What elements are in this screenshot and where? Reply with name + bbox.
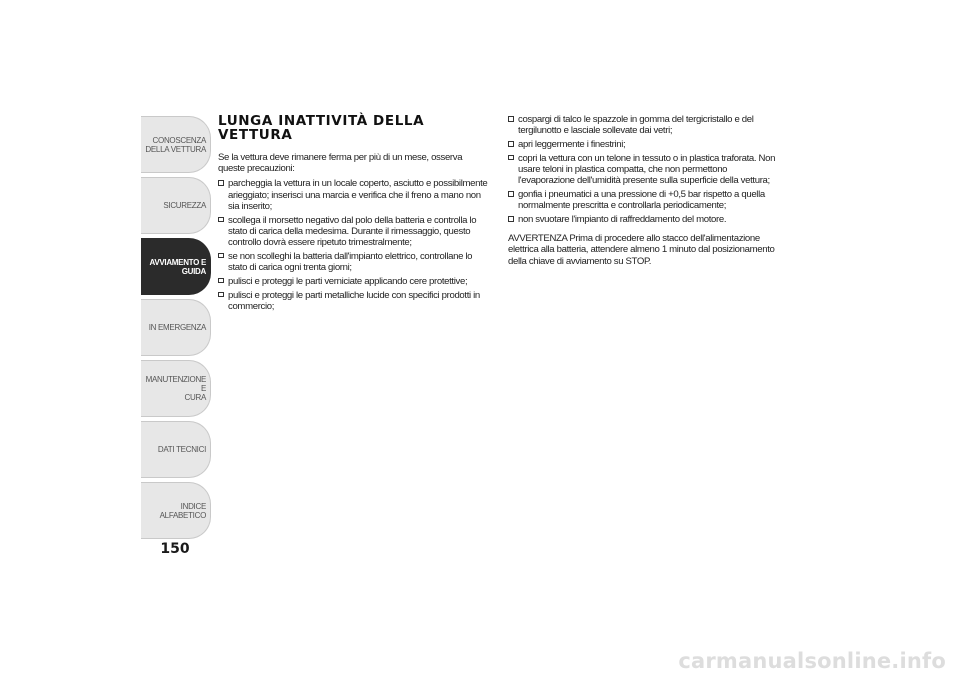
list-item	[508, 139, 780, 150]
checkbox-icon	[218, 217, 224, 223]
list-item	[508, 153, 780, 187]
right-column	[508, 114, 780, 276]
list-item	[508, 114, 780, 136]
tab-label: IN EMERGENZA	[148, 323, 206, 332]
tab-conoscenza-della-vettura[interactable]	[141, 116, 211, 173]
list-item-text: parcheggia la vettura in un locale coperto, asciutto e possibilmente arieggiato; inserisci una marcia e verifica che il freno a mano non sia inserito;	[228, 178, 488, 212]
tab-avviamento-e-guida[interactable]	[141, 238, 211, 295]
list-item	[508, 189, 780, 211]
tab-label: AVVIAMENTO E GUIDA	[149, 257, 206, 276]
list-item-text: non svuotare l'impianto di raffreddamento del motore.	[518, 214, 727, 225]
checkbox-icon	[508, 191, 514, 197]
tab-label: CONOSCENZA DELLA VETTURA	[145, 135, 206, 154]
tab-dati-tecnici[interactable]	[141, 421, 211, 478]
section-title: LUNGA INATTIVITÀ DELLA VETTURA	[218, 113, 425, 143]
precautions-list-left	[218, 178, 490, 312]
tab-in-emergenza[interactable]	[141, 299, 211, 356]
warning-note: AVVERTENZA Prima di procedere allo stacco dell'alimentazione elettrica alla batteria, attendere almeno 1 minuto dal posizionamento della chiave di avviamento su STOP.	[508, 233, 775, 267]
list-item	[218, 178, 490, 212]
left-column	[218, 114, 490, 315]
list-item-text: scollega il morsetto negativo dal polo della batteria e controlla lo stato di carica della medesima. Durante il rimessaggio, questo controllo dovrà essere ripetuto trimestralmente;	[228, 214, 477, 249]
list-item	[508, 214, 780, 225]
checkbox-icon	[218, 292, 224, 298]
chapter-tabs	[141, 116, 211, 543]
list-item	[218, 251, 490, 273]
precautions-list-right	[508, 114, 780, 225]
tab-indice-alfabetico[interactable]	[141, 482, 211, 539]
list-item-text: se non scolleghi la batteria dall'impianto elettrico, controllane lo stato di carica ogni trenta giorni;	[228, 250, 473, 274]
list-item	[218, 290, 490, 312]
tab-sicurezza[interactable]	[141, 177, 211, 234]
tab-label: INDICE ALFABETICO	[159, 501, 206, 520]
checkbox-icon	[218, 253, 224, 259]
intro-text: Se la vettura deve rimanere ferma per più di un mese, osserva queste precauzioni:	[218, 152, 463, 175]
checkbox-icon	[218, 180, 224, 186]
tab-manutenzione-e-cura[interactable]	[141, 360, 211, 417]
checkbox-icon	[508, 155, 514, 161]
tab-label: SICUREZZA	[163, 201, 206, 210]
checkbox-icon	[508, 141, 514, 147]
list-item-text: pulisci e proteggi le parti metalliche lucide con specifici prodotti in commercio;	[228, 289, 480, 312]
list-item-text: copri la vettura con un telone in tessuto o in plastica traforata. Non usare teloni in plastica compatta, che non permettono l'evaporazione dell'umidità presente sulla superficie della vettura;	[518, 152, 776, 187]
list-item-text: pulisci e proteggi le parti verniciate applicando cere protettive;	[228, 275, 468, 287]
list-item	[218, 276, 490, 287]
list-item-text: gonfia i pneumatici a una pressione di +0,5 bar rispetto a quella normalmente prescritta e controllarla periodicamente;	[518, 189, 765, 212]
list-item-text: cospargi di talco le spazzole in gomma del tergicristallo e del tergilunotto e lasciale sollevate dai vetri;	[518, 114, 754, 137]
checkbox-icon	[508, 116, 514, 122]
list-item-text: apri leggermente i finestrini;	[518, 139, 626, 150]
watermark: carmanualsonline.info	[678, 649, 946, 673]
tab-label: DATI TECNICI	[157, 445, 206, 454]
checkbox-icon	[218, 278, 224, 284]
checkbox-icon	[508, 216, 514, 222]
list-item	[218, 215, 490, 249]
tab-label: MANUTENZIONE E CURA	[145, 375, 206, 402]
page-number: 150	[160, 541, 190, 557]
